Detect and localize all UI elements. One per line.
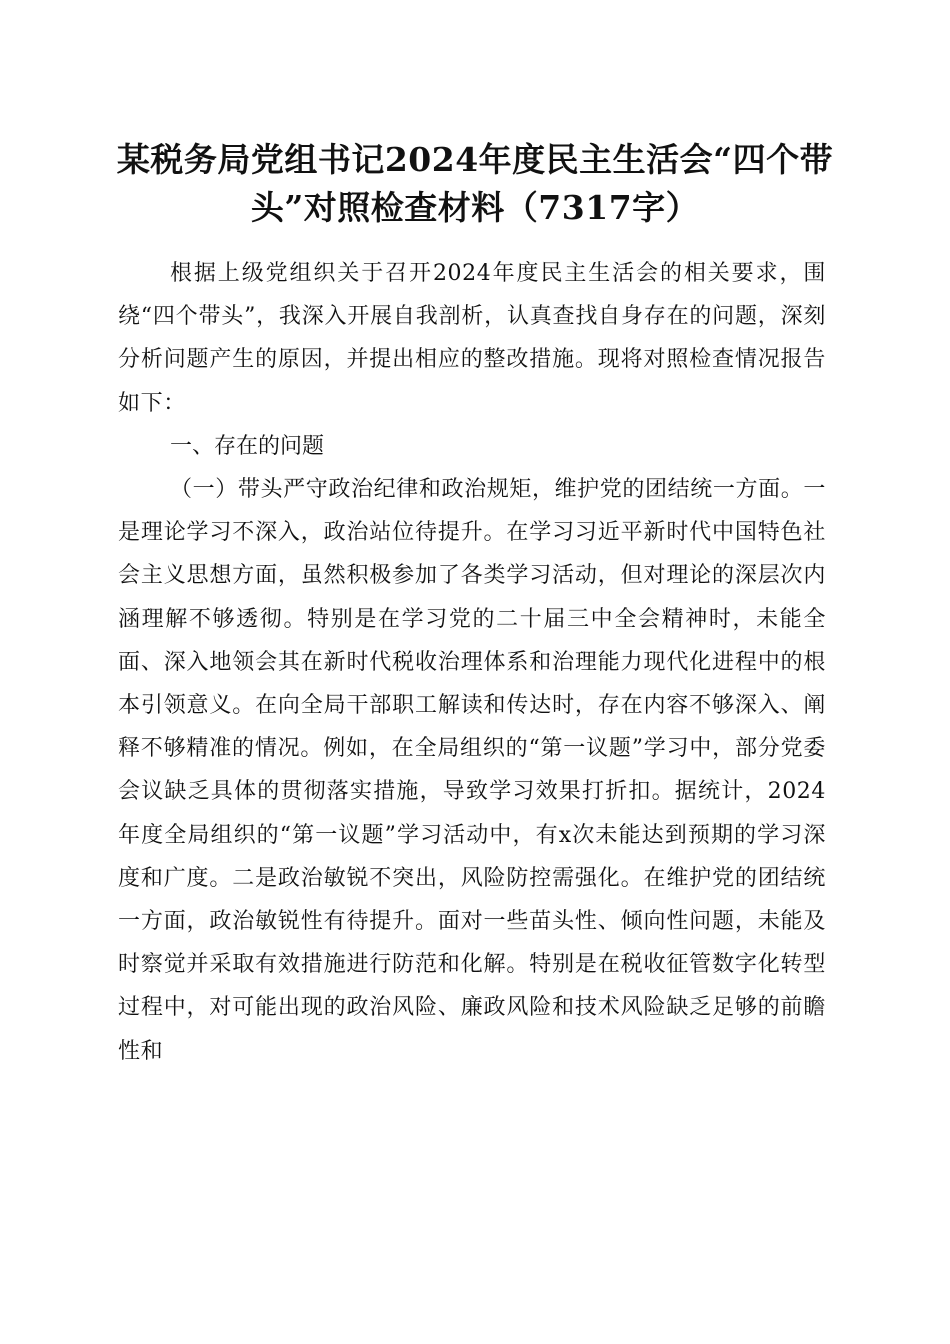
document-body	[118, 252, 826, 1073]
body-paragraph: （一）带头严守政治纪律和政治规矩，维护党的团结统一方面。一是理论学习不深入，政治站位待提升。在学习习近平新时代中国特色社会主义思想方面，虽然积极参加了各类学习活动，但对理论的深层次内涵理解不够透彻。特别是在学习党的二十届三中全会精神时，未能全面、深入地领会其在新时代税收治理体系和治理能力现代化进程中的根本引领意义。在向全局干部职工解读和传达时，存在内容不够深入、阐释不够精准的情况。例如，在全局组织的“第一议题”学习中，部分党委会议缺乏具体的贯彻落实措施，导致学习效果打折扣。据统计，2024年度全局组织的“第一议题”学习活动中，有x次未能达到预期的学习深度和广度。二是政治敏锐不突出，风险防控需强化。在维护党的团结统一方面，政治敏锐性有待提升。面对一些苗头性、倾向性问题，未能及时察觉并采取有效措施进行防范和化解。特别是在税收征管数字化转型过程中，对可能出现的政治风险、廉政风险和技术风险缺乏足够的前瞻性和	[118, 477, 826, 1064]
intro-paragraph: 根据上级党组织关于召开2024年度民主生活会的相关要求，围绕“四个带头”，我深入开展自我剖析，认真查找自身存在的问题，深刻分析问题产生的原因，并提出相应的整改措施。现将对照检查情况报告如下：	[118, 261, 826, 416]
document-title: 某税务局党组书记2024年度民主生活会“四个带头”对照检查材料（7317字）	[116, 140, 834, 227]
section-heading: 一、存在的问题	[170, 433, 325, 459]
